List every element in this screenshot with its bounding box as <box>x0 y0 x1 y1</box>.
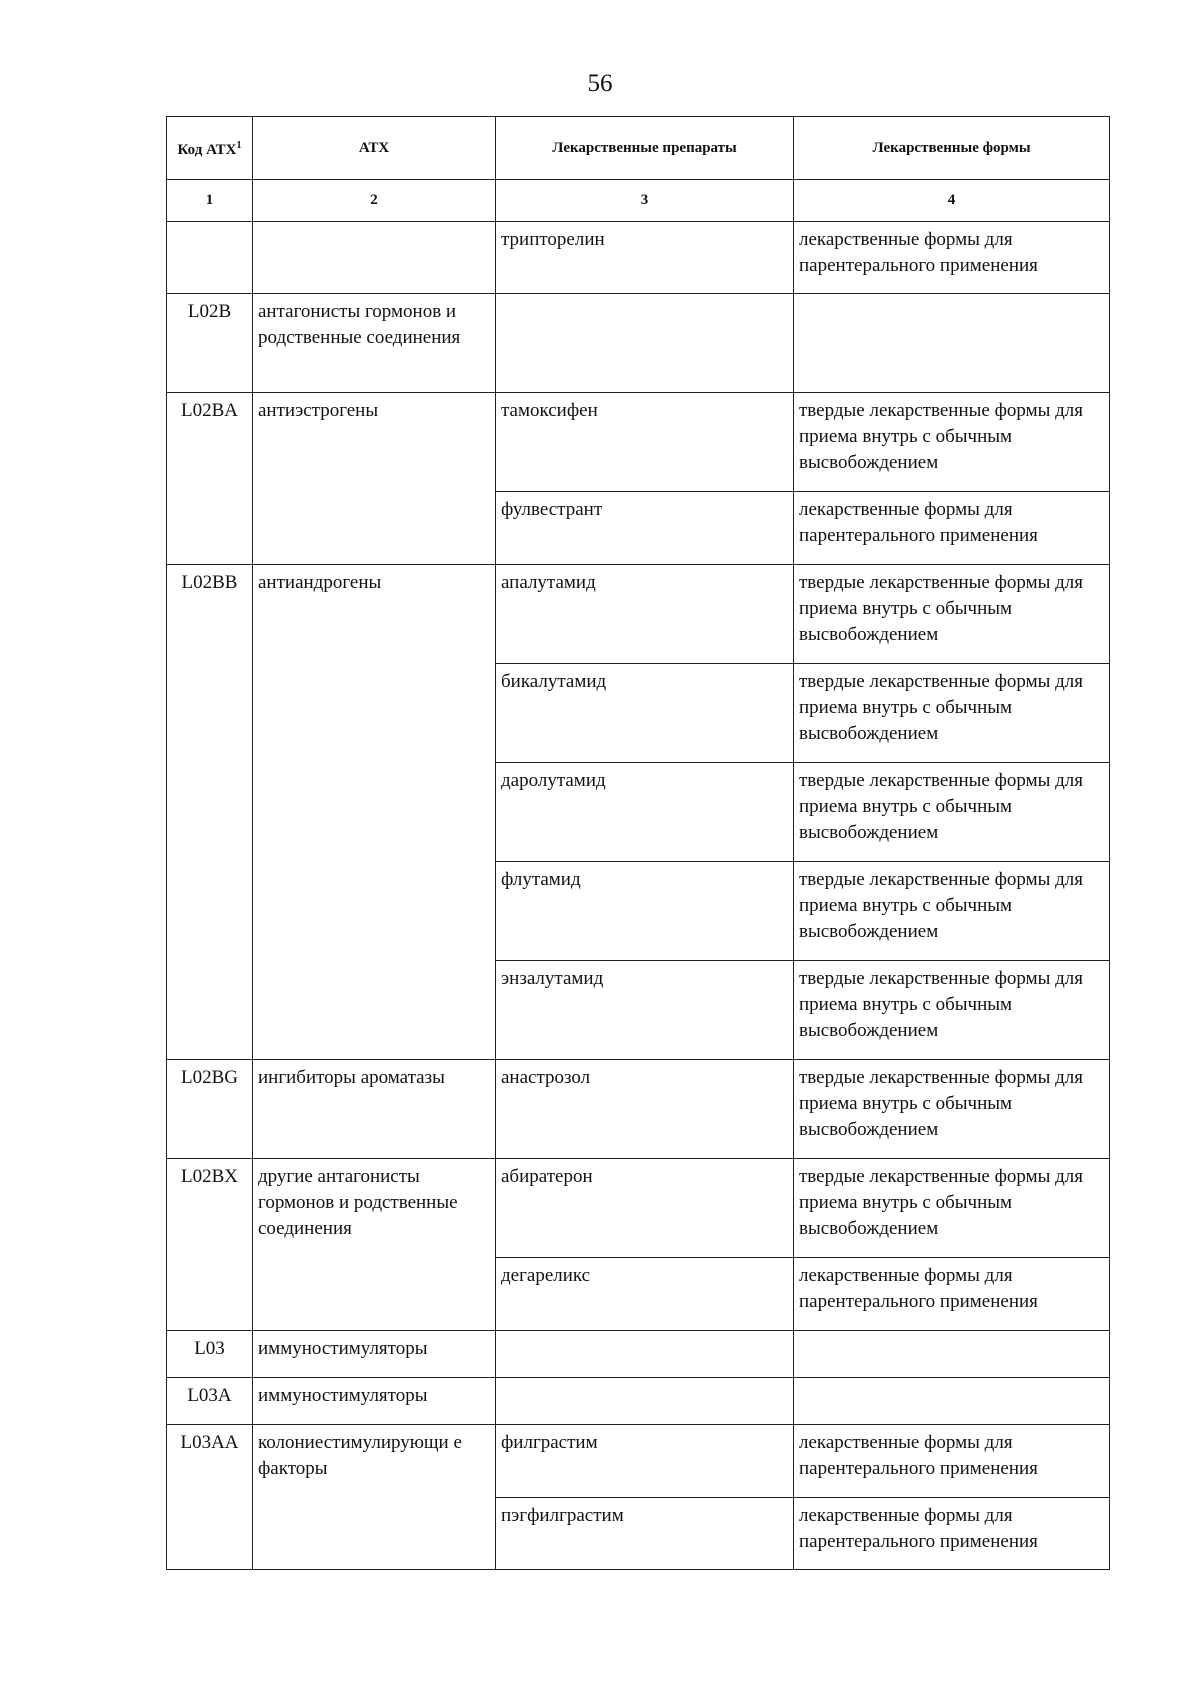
drug-cell: пэгфилграстим <box>496 1498 794 1570</box>
form-cell: лекарственные формы для парентерального применения <box>794 222 1110 294</box>
atx-group-cell: антиэстрогены <box>253 393 496 565</box>
form-cell: лекарственные формы для парентерального применения <box>794 492 1110 565</box>
drug-cell: бикалутамид <box>496 664 794 763</box>
form-cell: лекарственные формы для парентерального применения <box>794 1258 1110 1331</box>
drug-cell <box>496 294 794 393</box>
table-row <box>167 1159 1110 1258</box>
drug-cell: флутамид <box>496 862 794 961</box>
footnote-mark: 1 <box>236 140 242 151</box>
table-row <box>167 1060 1110 1159</box>
atx-group-cell <box>253 222 496 294</box>
form-cell <box>794 294 1110 393</box>
page-number: 56 <box>587 70 613 97</box>
atx-code-cell: L02BB <box>167 565 253 1060</box>
atx-group-cell: иммуностимуляторы <box>253 1378 496 1425</box>
form-cell <box>794 1378 1110 1425</box>
atx-code-cell: L03AA <box>167 1425 253 1570</box>
form-cell: лекарственные формы для парентерального применения <box>794 1425 1110 1498</box>
form-cell: лекарственные формы для парентерального применения <box>794 1498 1110 1570</box>
table-row <box>167 1425 1110 1498</box>
drug-cell: фулвестрант <box>496 492 794 565</box>
atx-drug-table <box>166 116 1110 1570</box>
column-number: 2 <box>253 180 496 222</box>
atx-group-cell: иммуностимуляторы <box>253 1331 496 1378</box>
drug-cell: трипторелин <box>496 222 794 294</box>
table-row <box>167 393 1110 492</box>
drug-cell: анастрозол <box>496 1060 794 1159</box>
form-cell: твердые лекарственные формы для приема внутрь с обычным высвобождением <box>794 1159 1110 1258</box>
column-number: 3 <box>496 180 794 222</box>
atx-code-cell: L02BX <box>167 1159 253 1331</box>
table-row <box>167 222 1110 294</box>
drug-cell: филграстим <box>496 1425 794 1498</box>
atx-code-cell: L02B <box>167 294 253 393</box>
form-cell: твердые лекарственные формы для приема внутрь с обычным высвобождением <box>794 763 1110 862</box>
atx-group-cell: другие антагонисты гормонов и родственные соединения <box>253 1159 496 1331</box>
form-cell: твердые лекарственные формы для приема внутрь с обычным высвобождением <box>794 1060 1110 1159</box>
column-number: 4 <box>794 180 1110 222</box>
table-row <box>167 294 1110 393</box>
form-cell: твердые лекарственные формы для приема внутрь с обычным высвобождением <box>794 664 1110 763</box>
atx-code-cell: L03 <box>167 1331 253 1378</box>
drug-cell: энзалутамид <box>496 961 794 1060</box>
atx-code-cell: L02BA <box>167 393 253 565</box>
drug-cell: тамоксифен <box>496 393 794 492</box>
drug-cell <box>496 1331 794 1378</box>
table-row <box>167 565 1110 664</box>
drug-cell: даролутамид <box>496 763 794 862</box>
atx-code-cell: L02BG <box>167 1060 253 1159</box>
atx-group-cell: колониестимулирующи е факторы <box>253 1425 496 1570</box>
form-cell: твердые лекарственные формы для приема внутрь с обычным высвобождением <box>794 961 1110 1060</box>
drug-cell: апалутамид <box>496 565 794 664</box>
form-cell: твердые лекарственные формы для приема внутрь с обычным высвобождением <box>794 565 1110 664</box>
form-cell: твердые лекарственные формы для приема внутрь с обычным высвобождением <box>794 862 1110 961</box>
form-cell <box>794 1331 1110 1378</box>
header-code: Код АТХ$^1$ <box>167 117 253 180</box>
column-number: 1 <box>167 180 253 222</box>
drug-cell: абиратерон <box>496 1159 794 1258</box>
form-cell: твердые лекарственные формы для приема внутрь с обычным высвобождением <box>794 393 1110 492</box>
atx-group-cell: антагонисты гормонов и родственные соединения <box>253 294 496 393</box>
atx-code-cell: L03A <box>167 1378 253 1425</box>
atx-group-cell: антиандрогены <box>253 565 496 1060</box>
drug-cell: дегареликс <box>496 1258 794 1331</box>
header-forms: Лекарственные формы <box>794 117 1110 180</box>
atx-code-cell <box>167 222 253 294</box>
drug-cell <box>496 1378 794 1425</box>
column-number-row <box>167 180 1110 222</box>
header-row <box>167 117 1110 180</box>
atx-group-cell: ингибиторы ароматазы <box>253 1060 496 1159</box>
table-row <box>167 1331 1110 1378</box>
table-row <box>167 1378 1110 1425</box>
header-drugs: Лекарственные препараты <box>496 117 794 180</box>
header-atx: АТХ <box>253 117 496 180</box>
